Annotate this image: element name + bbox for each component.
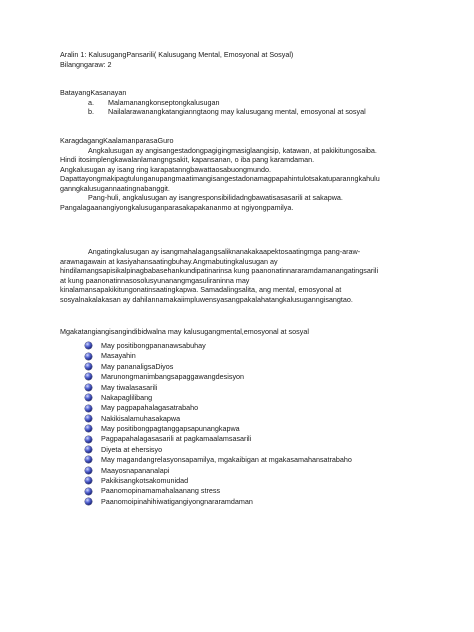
bullet-icon bbox=[85, 373, 92, 380]
paragraph-line: hindilamangsapisikalpinagbabasehankundipatinarinsa kung paanonatinnararamdamanangatingsarili bbox=[60, 266, 379, 275]
bullet-item bbox=[60, 476, 428, 486]
paragraph-line: Pang-huli, angkalusugan ay isangresponsibilidadngbawatisasasarili at sakapwa. bbox=[88, 193, 343, 202]
bullet-text: Nakikisalamuhasakapwa bbox=[101, 413, 181, 423]
bullet-text: Marunongmanimbangsapaggawangdesisyon bbox=[101, 372, 245, 382]
bullet-item bbox=[60, 486, 428, 496]
paragraph-2 bbox=[60, 247, 428, 304]
bullet-text: Nakapaglilibang bbox=[101, 392, 153, 402]
bullet-icon bbox=[85, 498, 92, 505]
bullet-item bbox=[60, 455, 428, 465]
lesson-days: Bilangngaraw: 2 bbox=[60, 59, 112, 69]
bullet-item bbox=[60, 496, 428, 506]
batayang-kasanayan-section bbox=[60, 88, 428, 117]
paragraph-line: Dapattayongmakipagtulunganupangmaatimangisangestadonamagpapahintulotsakatuparanngkahulu bbox=[60, 174, 380, 183]
bullet-item bbox=[60, 434, 428, 444]
section-heading: BatayangKasanayan bbox=[60, 88, 127, 97]
bullet-item bbox=[60, 392, 428, 402]
paragraph-line: Angatingkalusugan ay isangmahalagangsaliknanakakaapektosaatingmga pang-araw- bbox=[88, 247, 361, 256]
bullet-text: May positibongpananawsabuhay bbox=[101, 340, 206, 350]
bullet-text: Pakikisangkotsakomunidad bbox=[101, 476, 189, 486]
bullet-list bbox=[60, 341, 428, 507]
bullet-item bbox=[60, 413, 428, 423]
bullet-icon bbox=[85, 353, 92, 360]
paragraph-line: Angkalusugan ay angisangestadongpagigingmasiglaangisip, katawan, at pakikitungosaiba. bbox=[88, 145, 377, 155]
bullet-item bbox=[60, 424, 428, 434]
bullet-icon bbox=[85, 446, 92, 453]
paragraph-line: arawnagawain at kasiyahansaatingbuhay.Angmabutingkalusugan ay bbox=[60, 256, 278, 266]
bullet-text: May magandangrelasyonsapamilya, mgakaibigan at mgakasamahansatrabaho bbox=[101, 455, 352, 465]
paragraph-line: Pangalagaanangiyongkalusuganparasakapakananmo at ngiyongpamilya. bbox=[60, 202, 294, 212]
bullet-text: May pananaligsaDiyos bbox=[101, 361, 174, 371]
bullet-text: May positibongpagtanggapsapunangkapwa bbox=[101, 424, 240, 434]
lesson-title: Aralin 1: KalusugangPansarili( Kalusugang Mental, Emosyonal at Sosyal) bbox=[60, 50, 294, 59]
section-heading: KaragdagangKaalamanparasaGuro bbox=[60, 136, 174, 145]
bullet-text: Diyeta at ehersisyo bbox=[101, 444, 163, 454]
bullet-text: May tiwalasasarili bbox=[101, 382, 158, 392]
bullet-icon bbox=[85, 436, 92, 443]
paragraph-line: ganngkalusugannaatingnabanggit. bbox=[60, 183, 170, 193]
bullet-icon bbox=[85, 384, 92, 391]
bullet-icon bbox=[85, 488, 92, 495]
paragraph-line: at kung paanonatinnasosolusyunanangmgasuliraninna may bbox=[60, 275, 250, 285]
bullet-text: May pagpapahalagasatrabaho bbox=[101, 403, 199, 413]
bullet-icon bbox=[85, 394, 92, 401]
bullet-icon bbox=[85, 477, 92, 484]
bullet-item bbox=[60, 341, 428, 351]
bullet-item bbox=[60, 361, 428, 371]
bullet-item bbox=[60, 465, 428, 475]
bullet-text: Paanomoipinahihiwatigangiyongnararamdaman bbox=[101, 496, 253, 506]
bullet-text: Paanomopinamamahalaanang stress bbox=[101, 486, 221, 496]
list-item bbox=[60, 107, 428, 117]
bullet-icon bbox=[85, 456, 92, 463]
bullet-text: Masayahin bbox=[101, 351, 136, 361]
list-item-text: Malamanangkonseptongkalusugan bbox=[108, 97, 220, 107]
bullet-text: Maayosnapananalapi bbox=[101, 465, 170, 475]
bullet-icon bbox=[85, 363, 92, 370]
bullet-icon bbox=[85, 342, 92, 349]
paragraph-line: Angkalusugan ay isang ring karapatanngbawattaosabuongmundo. bbox=[60, 164, 271, 174]
section-heading: Mgakatangiangisangindibidwalna may kalusugangmental,emosyonal at sosyal bbox=[60, 327, 309, 336]
bullet-item bbox=[60, 382, 428, 392]
paragraph-line: sosyalnakalakasan ay dahilannamakaiimpluwensyasangpakalahatangkalusuganngisangtao. bbox=[60, 294, 353, 304]
paragraph-line: Hindi itosimplengkawalanlamangngsakit, kapansanan, o iba pang karamdaman. bbox=[60, 155, 315, 164]
bullet-icon bbox=[85, 415, 92, 422]
paragraph-line: kinalamansapakikitungonatinsaatingkapwa. Samadalingsalita, ang mental, emosyonal at bbox=[60, 285, 342, 294]
list-marker: a. bbox=[88, 97, 94, 107]
bullet-item bbox=[60, 351, 428, 361]
karagdagang-kaalaman-section bbox=[60, 136, 428, 212]
katangian-section bbox=[60, 327, 428, 507]
bullet-item bbox=[60, 372, 428, 382]
bullet-item bbox=[60, 403, 428, 413]
bullet-icon bbox=[85, 467, 92, 474]
bullet-icon bbox=[85, 425, 92, 432]
list-item bbox=[60, 98, 428, 108]
bullet-text: Pagpapahalagasasarili at pagkamaalamsasarili bbox=[101, 434, 252, 444]
list-item-text: Nailalarawanangkatangianngtaong may kalusugang mental, emosyonal at sosyal bbox=[108, 107, 366, 116]
list-marker: b. bbox=[88, 107, 94, 116]
lesson-header bbox=[60, 50, 428, 69]
bullet-item bbox=[60, 444, 428, 454]
bullet-icon bbox=[85, 405, 92, 412]
